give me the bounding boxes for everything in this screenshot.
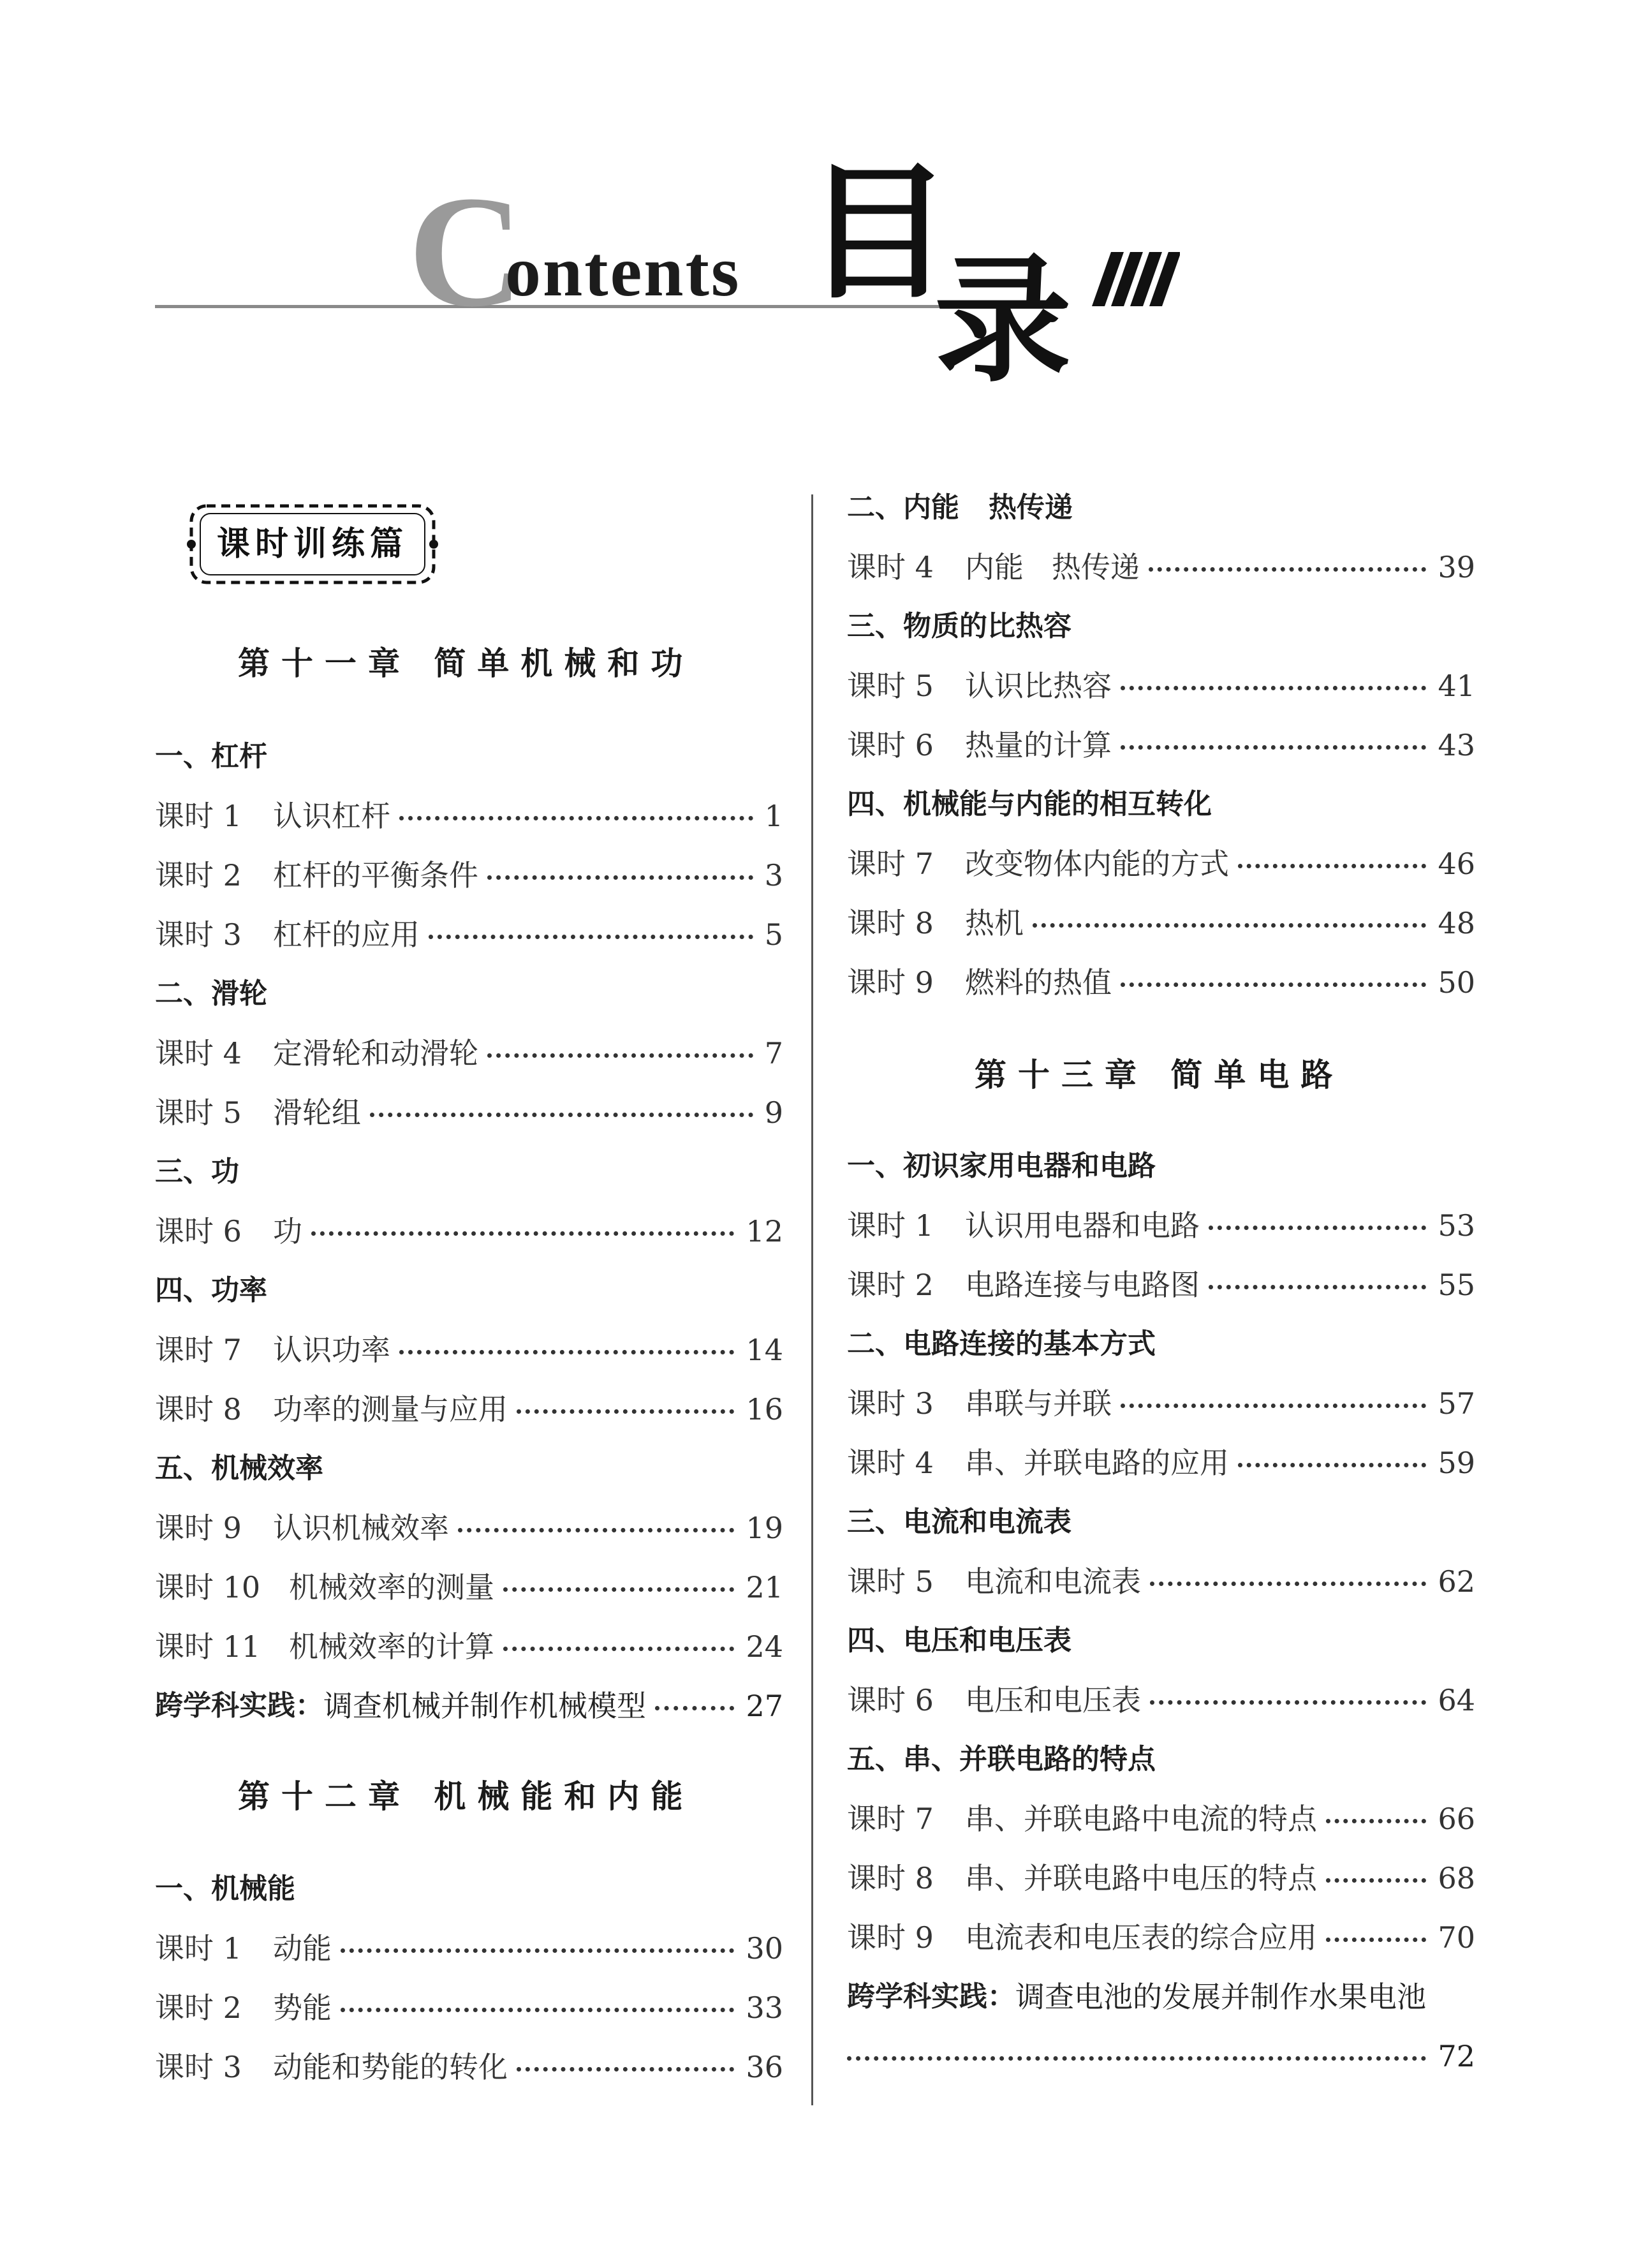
toc-entry[interactable]: 课时 1 认识用电器和电路 53: [847, 1208, 1475, 1243]
section-voltage: 四、电压和电压表: [847, 1624, 1071, 1657]
mulu-char-1: 目: [805, 149, 952, 319]
toc-entry[interactable]: 课时 7 改变物体内能的方式 46: [847, 847, 1475, 881]
toc-entry[interactable]: 课时 2 电路连接与电路图 55: [847, 1268, 1475, 1302]
toc-entry[interactable]: 课时 9 燃料的热值 50: [847, 965, 1475, 1000]
section-current: 三、电流和电流表: [847, 1506, 1071, 1538]
section-work: 三、功: [155, 1155, 239, 1188]
mulu-char-2: 录: [934, 241, 1071, 401]
toc-entry[interactable]: 课时 3 串联与并联 57: [847, 1386, 1475, 1421]
toc-entry[interactable]: 课时 4 内能 热传递 39: [847, 550, 1475, 584]
contents-big-letter: C: [408, 163, 524, 340]
toc-entry[interactable]: 课时 5 认识比热容 41: [847, 669, 1475, 703]
toc-entry[interactable]: 课时 9 电流表和电压表的综合应用 70: [847, 1920, 1475, 1955]
section-appliances: 一、初识家用电器和电路: [847, 1150, 1156, 1182]
toc-entry[interactable]: 课时 11 机械效率的计算 24: [155, 1629, 783, 1664]
toc-entry[interactable]: 课时 8 热机 48: [847, 906, 1475, 940]
toc-entry[interactable]: 课时 9 认识机械效率 19: [155, 1511, 783, 1545]
toc-entry[interactable]: 课时 6 热量的计算 43: [847, 728, 1475, 762]
section-circuit-connection: 二、电路连接的基本方式: [847, 1328, 1156, 1360]
toc-entry[interactable]: 课时 2 杠杆的平衡条件 3: [155, 858, 783, 893]
toc-entry[interactable]: 课时 4 串、并联电路的应用 59: [847, 1446, 1475, 1480]
toc-practice-entry[interactable]: 跨学科实践： 调查机械并制作机械模型 27: [155, 1689, 783, 1723]
toc-entry[interactable]: 课时 4 定滑轮和动滑轮 7: [155, 1036, 783, 1071]
badge-title: 课时训练篇: [216, 525, 408, 563]
column-divider: [811, 494, 813, 2105]
toc-entry[interactable]: 课时 10 机械效率的测量 21: [155, 1570, 783, 1605]
section-efficiency: 五、机械效率: [155, 1452, 323, 1485]
contents-word: ontents: [505, 232, 741, 311]
section-badge: [185, 500, 440, 589]
section-specific-heat: 三、物质的比热容: [847, 610, 1071, 642]
toc-entry[interactable]: 课时 8 串、并联电路中电压的特点 68: [847, 1861, 1475, 1895]
page-header: [0, 0, 1627, 408]
toc-entry[interactable]: 课时 1 动能 30: [155, 1931, 783, 1966]
toc-entry[interactable]: 课时 3 动能和势能的转化 36: [155, 2050, 783, 2084]
section-lever: 一、杠杆: [155, 740, 267, 773]
toc-practice-entry-continued[interactable]: 72: [847, 2033, 1475, 2079]
section-internal-energy: 二、内能 热传递: [847, 491, 1073, 524]
chapter-12-title: 第十二章 机械能和内能: [238, 1777, 695, 1815]
toc-entry[interactable]: 课时 5 电流和电流表 62: [847, 1564, 1475, 1599]
toc-entry[interactable]: 课时 5 滑轮组 9: [155, 1095, 783, 1130]
chapter-13-title: 第十三章 简单电路: [975, 1056, 1344, 1093]
section-energy-conversion: 四、机械能与内能的相互转化: [847, 788, 1212, 820]
toc-entry[interactable]: 课时 7 串、并联电路中电流的特点 66: [847, 1802, 1475, 1836]
toc-entry[interactable]: 课时 3 杠杆的应用 5: [155, 917, 783, 952]
toc-entry[interactable]: 课时 6 电压和电压表 64: [847, 1683, 1475, 1717]
section-mechanical-energy: 一、机械能: [155, 1872, 295, 1905]
section-pulley: 二、滑轮: [155, 977, 267, 1010]
toc-entry[interactable]: 课时 6 功 12: [155, 1214, 783, 1249]
toc-entry[interactable]: 课时 7 认识功率 14: [155, 1333, 783, 1367]
slash-decoration-icon: [1078, 252, 1180, 306]
toc-entry[interactable]: 课时 2 势能 33: [155, 1990, 783, 2025]
toc-practice-entry[interactable]: 跨学科实践： 调查电池的发展并制作水果电池: [847, 1980, 1426, 2014]
chapter-11-title: 第十一章 简单机械和功: [238, 644, 695, 682]
toc-entry[interactable]: 课时 1 认识杠杆 1: [155, 799, 783, 833]
section-power: 四、功率: [155, 1274, 267, 1307]
section-series-parallel: 五、串、并联电路的特点: [847, 1743, 1156, 1775]
toc-entry[interactable]: 课时 8 功率的测量与应用 16: [155, 1392, 783, 1427]
